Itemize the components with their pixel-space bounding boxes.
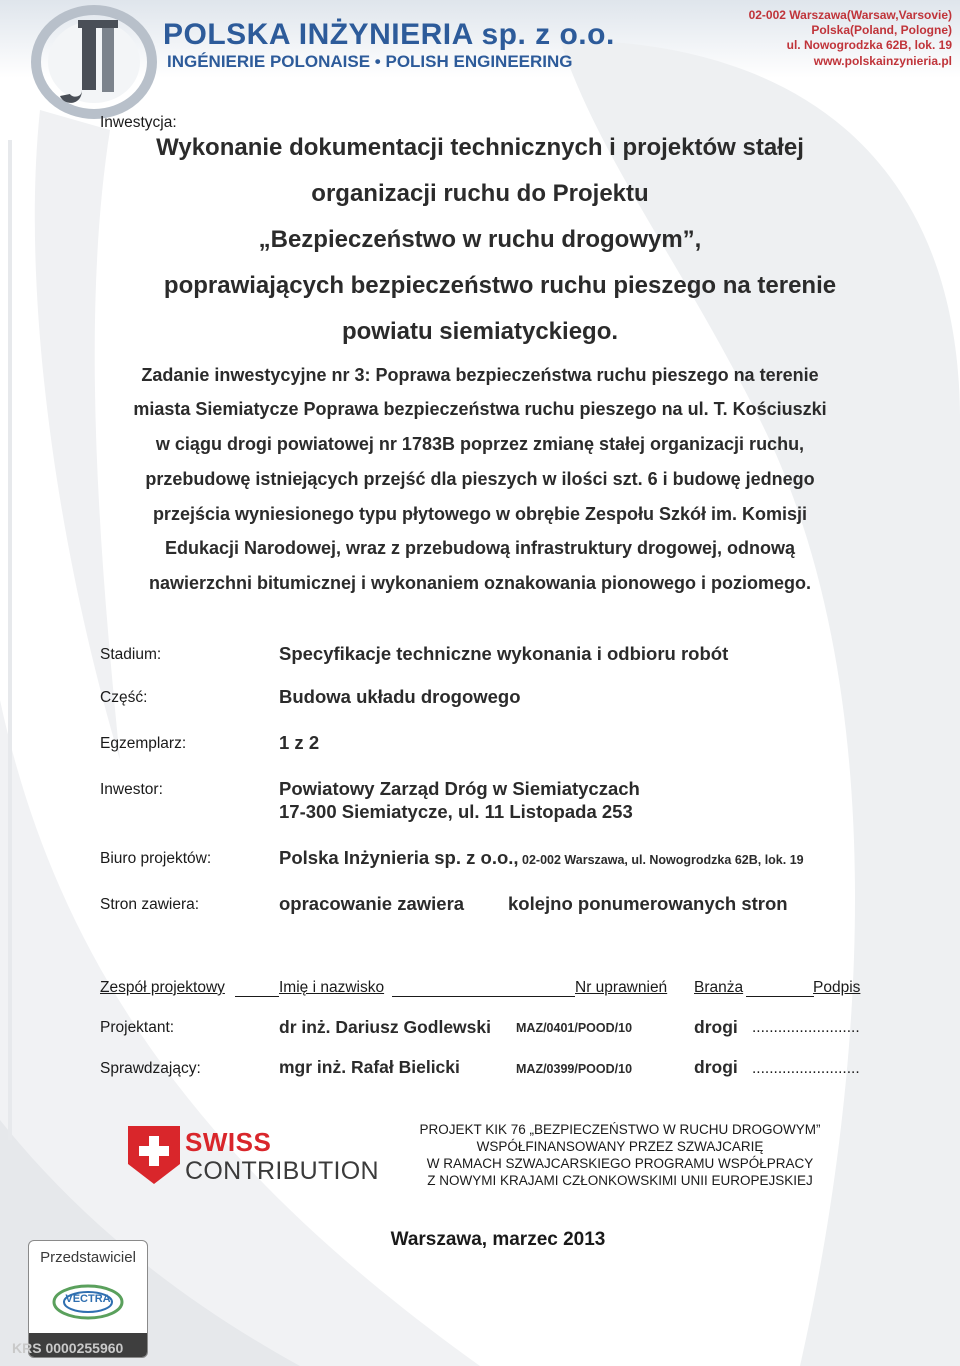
task-line-4: przebudowę istniejących przejść dla pieszych w ilości szt. 6 i budowę jednego	[145, 469, 815, 489]
investor-label: Inwestor:	[100, 781, 163, 798]
notice-line-1: PROJEKT KIK 76 „BEZPIECZEŃSTWO W RUCHU DROGOWYM”	[419, 1122, 821, 1137]
task-line-1: Zadanie inwestycyjne nr 3: Poprawa bezpieczeństwa ruchu pieszego na terenie	[141, 365, 819, 385]
task-line-2: miasta Siemiatycze Poprawa bezpieczeństwa ruchu pieszego na ul. T. Kościuszki	[133, 399, 827, 419]
pages-label: Stron zawiera:	[100, 896, 200, 913]
part-label: Część:	[100, 689, 148, 706]
notice-line-2: WSPÓŁFINANSOWANY PRZEZ SZWAJCARIĘ	[476, 1139, 764, 1154]
investment-label: Inwestycja:	[100, 114, 177, 131]
office-label: Biuro projektów:	[100, 850, 212, 867]
company-website-link[interactable]: www.polskainzynieria.pl	[813, 54, 952, 68]
task-line-3: w ciągu drogi powiatowej nr 1783B poprzez zmianę stałej organizacji ruchu,	[155, 434, 805, 454]
header-underline-gap-2	[392, 996, 575, 997]
notice-line-4: Z NOWYMI KRAJAMI CZŁONKOWSKIMI UNII EUROPEJSKIEJ	[427, 1173, 813, 1188]
team-header-team: Zespół projektowy	[100, 979, 225, 996]
pages-value-a: opracowanie zawiera	[279, 893, 465, 914]
row1-name: dr inż. Dariusz Godlewski	[279, 1017, 491, 1037]
team-header-license: Nr uprawnień	[575, 979, 668, 996]
company-subtitle: INGÉNIERIE POLONAISE • POLISH ENGINEERING	[167, 52, 573, 71]
row2-branch: drogi	[694, 1057, 738, 1077]
header-underline-gap-1	[235, 996, 279, 997]
team-header-branch: Branża	[694, 979, 744, 996]
task-line-7: nawierzchni bitumicznej i wykonaniem oznakowania pionowego i poziomego.	[148, 573, 812, 593]
title-line-1: Wykonanie dokumentacji technicznych i projektów stałej	[156, 134, 804, 161]
investor-address: 17-300 Siemiatycze, ul. 11 Listopada 253	[279, 801, 633, 822]
row1-signature: .........................	[752, 1019, 860, 1036]
row1-license: MAZ/0401/POOD/10	[516, 1021, 633, 1035]
notice-line-3: W RAMACH SZWAJCARSKIEGO PROGRAMU WSPÓŁPRACY	[426, 1156, 814, 1171]
row2-name: mgr inż. Rafał Bielicki	[279, 1057, 460, 1077]
task-line-6: Edukacji Narodowej, wraz z przebudową infrastruktury drogowej, odnową	[164, 538, 796, 558]
address-city: 02-002 Warszawa(Warsaw,Varsovie)	[748, 8, 952, 22]
investor-name: Powiatowy Zarząd Dróg w Siemiatyczach	[279, 778, 640, 799]
team-header-signature: Podpis	[813, 979, 861, 996]
company-logo-icon	[24, 2, 164, 120]
title-line-3: „Bezpieczeństwo w ruchu drogowym”,	[258, 226, 702, 253]
office-value	[279, 847, 804, 869]
row2-role: Sprawdzający:	[100, 1060, 201, 1077]
address-street: ul. Nowogrodzka 62B, lok. 19	[786, 38, 952, 52]
stage-value: Specyfikacje techniczne wykonania i odbioru robót	[279, 643, 729, 664]
row1-role: Projektant:	[100, 1019, 175, 1036]
team-header-name: Imię i nazwisko	[279, 979, 385, 996]
title-line-2: organizacji ruchu do Projektu	[311, 180, 649, 207]
row2-license: MAZ/0399/POOD/10	[516, 1062, 633, 1076]
address-country: Polska(Poland, Pologne)	[811, 23, 952, 37]
title-line-5: powiatu siemiatyckiego.	[341, 318, 619, 345]
pages-value-b: kolejno ponumerowanych stron	[508, 893, 788, 914]
swiss-contribution-logo-icon	[128, 1126, 180, 1184]
swiss-logo-word: SWISS	[185, 1127, 272, 1157]
office-address: 02-002 Warszawa, ul. Nowogrodzka 62B, lok. 19	[518, 853, 804, 867]
title-line-4: poprawiających bezpieczeństwo ruchu pieszego na terenie	[163, 272, 837, 299]
vectra-logo-text: VECTRA	[65, 1293, 111, 1305]
place-date: Warszawa, marzec 2013	[390, 1229, 606, 1250]
copy-label: Egzemplarz:	[100, 735, 187, 752]
krs-number: KRS 0000255960	[12, 1340, 124, 1356]
company-name: POLSKA INŻYNIERIA sp. z o.o.	[163, 18, 615, 51]
row1-branch: drogi	[694, 1017, 738, 1037]
header-underline-gap-3	[746, 996, 814, 997]
contribution-logo-word: CONTRIBUTION	[185, 1157, 379, 1185]
part-value: Budowa układu drogowego	[279, 686, 521, 707]
copy-value: 1 z 2	[279, 732, 320, 753]
row2-signature: .........................	[752, 1060, 860, 1077]
badge-title: Przedstawiciel	[40, 1249, 136, 1266]
stage-label: Stadium:	[100, 646, 162, 663]
office-name: Polska Inżynieria sp. z o.o.,	[279, 847, 519, 868]
task-line-5: przejścia wyniesionego typu płytowego w obrębie Zespołu Szkół im. Komisji	[152, 504, 808, 524]
